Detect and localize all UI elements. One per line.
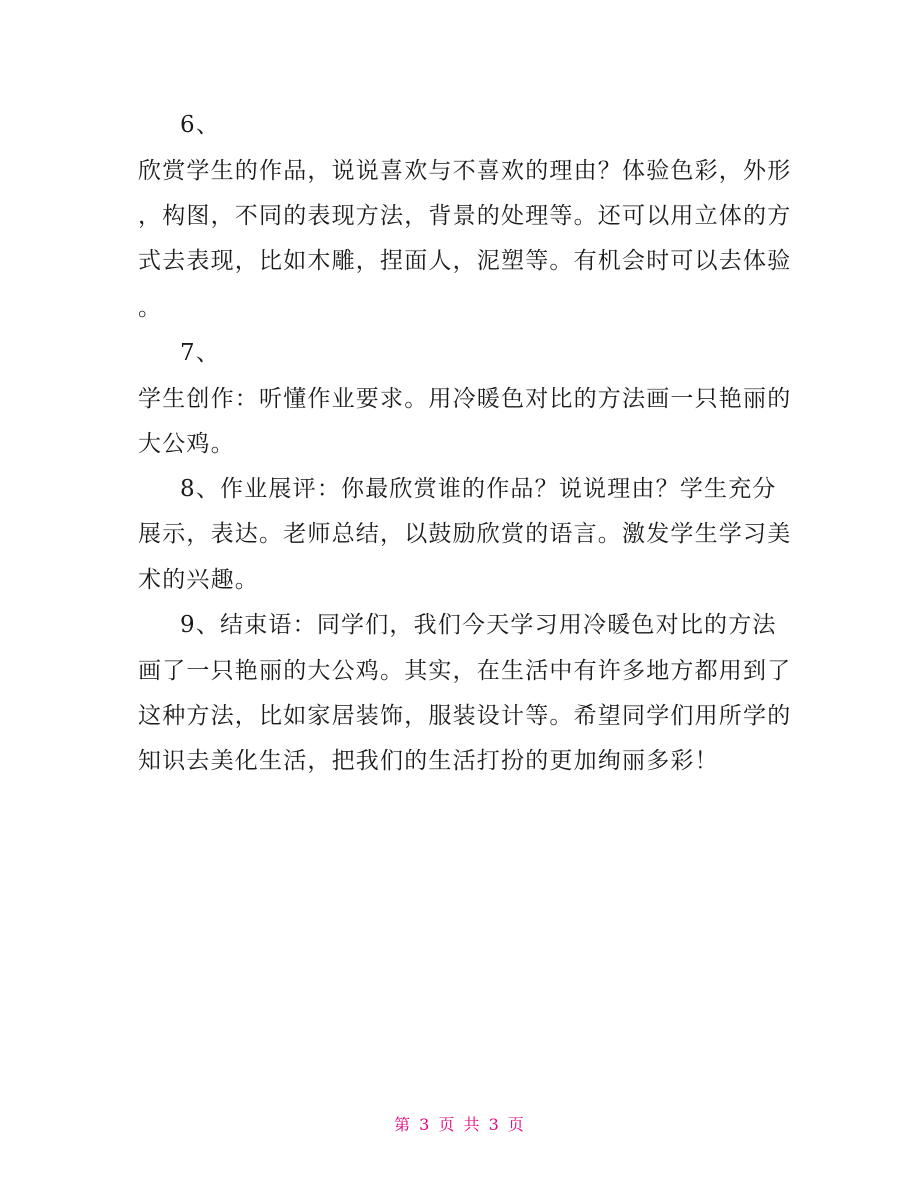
item-6-number: 6、	[180, 112, 221, 138]
item-8-line-3: 术的兴趣。	[138, 567, 259, 593]
item-9-line-4: 知识去美化生活，把我们的生活打扮的更加绚丽多彩！	[138, 748, 719, 774]
item-7-line-2: 大公鸡。	[138, 431, 235, 457]
item-9-line-1: 9、结束语：同学们，我们今天学习用冷暖色对比的方法	[180, 612, 777, 638]
page-number-footer: 第 3 页 共 3 页	[394, 1115, 526, 1134]
item-6-line-1: 欣赏学生的作品，说说喜欢与不喜欢的理由？体验色彩，外形	[138, 158, 792, 184]
item-9-line-3: 这种方法，比如家居装饰，服装设计等。希望同学们用所学的	[138, 703, 792, 729]
item-6-line-2: ，构图，不同的表现方法，背景的处理等。还可以用立体的方	[138, 203, 792, 229]
item-7-line-1: 学生创作：听懂作业要求。用冷暖色对比的方法画一只艳丽的	[138, 386, 792, 412]
item-8-line-2: 展示，表达。老师总结，以鼓励欣赏的语言。激发学生学习美	[138, 521, 792, 547]
item-9-line-2: 画了一只艳丽的大公鸡。其实，在生活中有许多地方都用到了	[138, 658, 792, 684]
item-6-line-3: 式去表现，比如木雕，捏面人，泥塑等。有机会时可以去体验	[138, 248, 792, 274]
item-6-line-4: 。	[138, 295, 163, 321]
item-7-number: 7、	[180, 340, 221, 366]
item-8-line-1: 8、作业展评：你最欣赏谁的作品？说说理由？学生充分	[180, 476, 777, 502]
